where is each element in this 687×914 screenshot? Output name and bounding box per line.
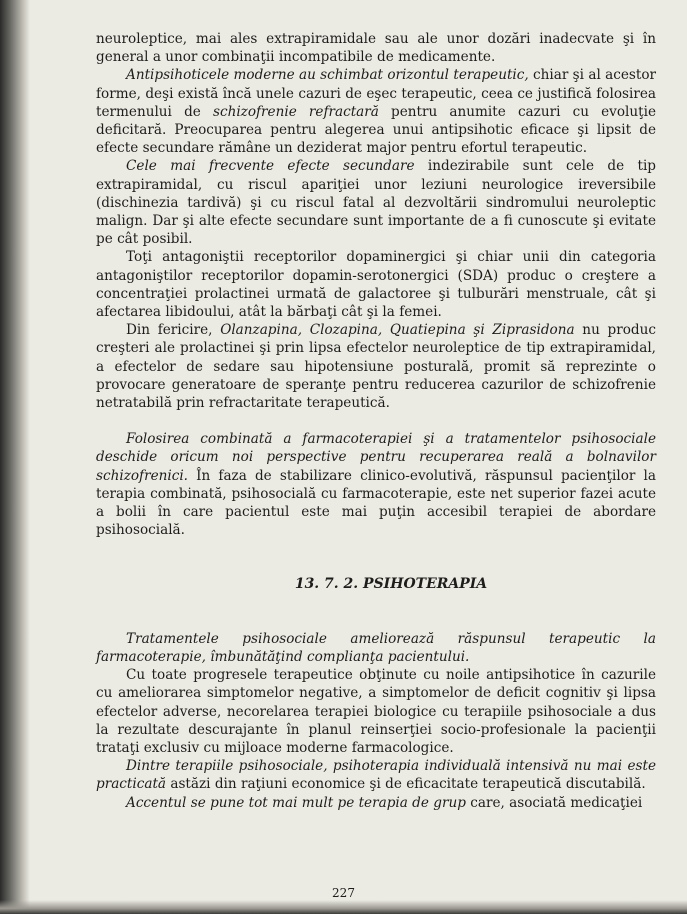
body-text	[96, 30, 656, 812]
text-run: care, asociată medicaţiei	[465, 794, 643, 811]
spacer	[96, 612, 656, 630]
page-number: 227	[332, 886, 355, 900]
text-run: neuroleptice, mai ales extrapiramidale sau ale unor dozări inadecvate şi în general a unor combinaţii incompatibile de medicamente.	[96, 31, 656, 66]
text-run: În faza de stabilizare clinico-evolutivă, răspunsul pacienţilor la terapia combinată, psihosocială cu farmacoterapie, este net superior fazei acute a bolii în care pacientul este mai puţin accesibil terapiei de abordare psihosocială.	[96, 467, 656, 539]
paragraph	[96, 157, 656, 248]
text-run: nu produc creşteri ale prolactinei şi prin lipsa efectelor neuroleptice de tip extrapiramidal, a efectelor de sedare sau hipotensiune posturală, promit să reprezinte o provocare generatoare de speranţe pentru reducerea cazurilor de schizofrenie netratabilă prin refractaritate terapeutică.	[96, 322, 656, 412]
text-run: astăzi din raţiuni economice şi de eficacitate terapeutică discutabilă.	[166, 776, 646, 793]
text-run: chiar şi al acestor forme, deşi există încă unele cazuri de eşec terapeutic, ceea ce justifică folosirea termenului de	[96, 67, 656, 120]
text-run: pentru anumite cazuri cu evoluţie deficitară. Preocuparea pentru alegerea unui antipsihotic eficace şi lipsit de efecte secundare rămâne un deziderat major pentru efortul terapeutic.	[96, 103, 656, 157]
italic-text: Dintre terapiile psihosociale, psihoterapia individuală intensivă nu mai este practicată	[96, 758, 656, 793]
spacer	[96, 557, 656, 575]
text-run: Toţi antagoniştii receptorilor dopaminergici şi chiar unii din categoria antagoniştilor receptorilor dopamin-serotonergici (SDA) produc o creştere a concentraţiei prolactinei urmată de galactoree şi tulburări menstruale, cât şi afectarea libidoului, atât la bărbaţi cât şi la femei.	[96, 249, 656, 321]
italic-text: Olanzapina, Clozapina, Quatiepina şi Ziprasidona	[220, 322, 575, 339]
italic-text: Cele mai frecvente efecte secundare	[126, 158, 415, 175]
paragraph	[96, 430, 656, 539]
italic-text: schizofrenie refractară	[212, 103, 379, 120]
paragraph	[96, 321, 656, 412]
paragraph	[96, 248, 656, 321]
binding-shadow	[0, 0, 30, 914]
text-run: Din fericire,	[126, 322, 221, 339]
spacer	[96, 594, 656, 612]
text-run: indezirabile sunt cele de tip extrapiramidal, cu riscul apariţiei unor leziuni neurologice ireversibile (dischinezia tardivă) şi cu riscul fatal al dezvoltării sindromului neuroleptic malign. Dar şi alte efecte secundare sunt importante de a fi cunoscute şi evitate pe cât posibil.	[96, 158, 656, 248]
paragraph	[96, 66, 656, 157]
paragraph	[96, 757, 656, 793]
italic-text: Tratamentele psihosociale ameliorează răspunsul terapeutic la farmacoterapie, îmbunătăţind complianţa pacientului.	[96, 630, 656, 665]
spacer	[96, 412, 656, 430]
paragraph	[96, 794, 656, 812]
text-run: Cu toate progresele terapeutice obţinute cu noile antipsihotice în cazurile cu ameliorarea simptomelor negative, a simptomelor de deficit cognitiv şi lipsa efectelor adverse, necorelarea terapiei biologice cu terapiile psihosociale a dus la rezultate descurajante în planul reinserţiei socio-profesionale la pacienţii trataţi exclusiv cu mijloace moderne farmacologice.	[96, 667, 656, 756]
italic-text: Accentul se pune tot mai mult pe terapia de grup	[126, 794, 466, 811]
section-heading: 13. 7. 2. PSIHOTERAPIA	[294, 576, 488, 593]
italic-text: Antipsihoticele moderne au schimbat orizontul terapeutic,	[126, 67, 529, 84]
paragraph	[96, 666, 656, 757]
page-bottom-edge	[0, 900, 687, 914]
paragraph	[96, 630, 656, 666]
italic-text: Folosirea combinată a farmacoterapiei şi a tratamentelor psihosociale deschide oricum noi perspective pentru recuperarea reală a bolnavilor schizofrenici.	[96, 431, 656, 484]
text-before-heading	[96, 30, 656, 539]
text-after-heading	[96, 630, 656, 812]
spacer	[96, 539, 656, 557]
paragraph	[96, 30, 656, 66]
